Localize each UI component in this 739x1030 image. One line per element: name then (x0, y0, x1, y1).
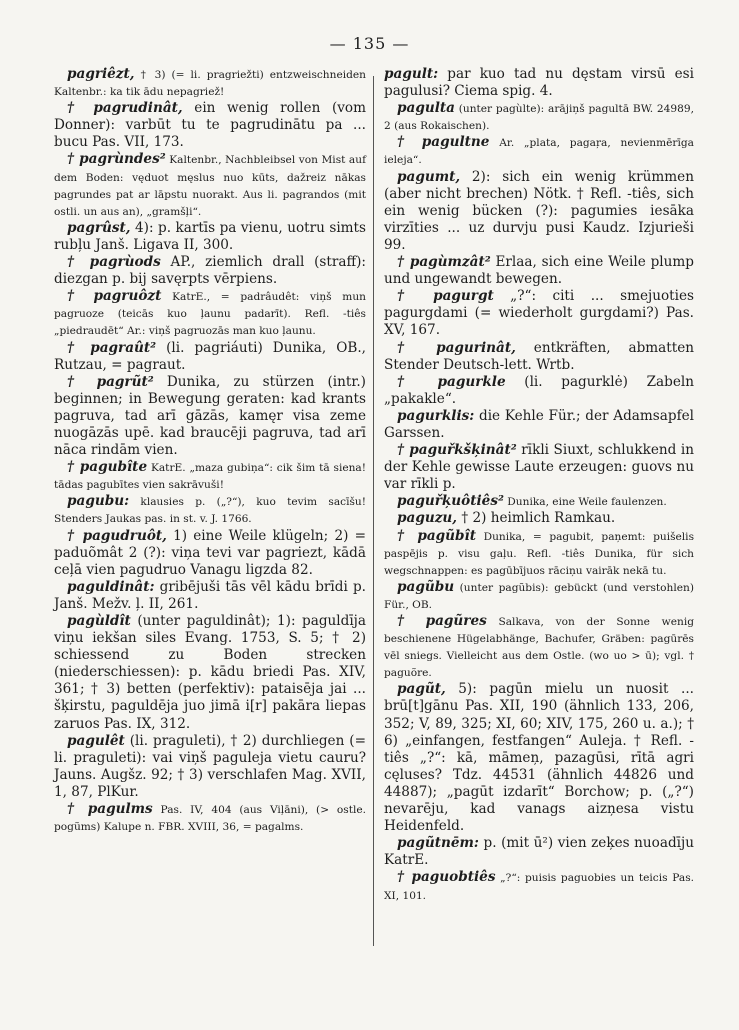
dictionary-entry (54, 613, 366, 733)
dictionary-entry (384, 134, 694, 168)
entry-headword: pagũtnēm: (397, 835, 479, 852)
page-number: — 135 — (329, 34, 410, 53)
entry-definition: p. (mit ū²) vien zeķes nuoadīju KatrE. (384, 835, 694, 869)
dictionary-entry (384, 340, 694, 374)
entry-definition: die Kehle Für.; der Adamsapfel Garssen. (384, 407, 694, 441)
dictionary-entry (54, 220, 366, 254)
entry-headword: † pagubîte (67, 459, 148, 476)
dictionary-entry (384, 835, 694, 869)
dictionary-entry (54, 733, 366, 801)
entry-definition: † 3) (= li. pragriežti) entzweischneiden Kaltenbr.: ka tik ādu nepagriež! (54, 69, 366, 99)
entry-headword: † pagurkle (397, 373, 506, 390)
dictionary-entry (54, 801, 366, 835)
entry-headword: † pagurinât, (397, 339, 516, 356)
entry-definition: (unter pagùlte): arājiņš pagultā BW. 24989, 2 (aus Rokaischen). (384, 103, 694, 133)
dictionary-entry (384, 66, 694, 100)
entry-headword: pagũbu (397, 578, 455, 595)
entry-definition: Salkava, von der Sonne wenig beschienene Hügelabhänge, Bachufer, Gräben: pagūrēs vēl sniegs. Vielleicht aus dem Ostle. (wo uo > ū); vgl. † paguõre. (384, 616, 694, 680)
entry-headword: paguřķuôtiês² (397, 493, 504, 510)
entry-headword: † pagùmzât² (397, 254, 491, 271)
entry-definition: Dunika, = pagubit, paņemt: puišelis paspējis p. visu gaļu. Refl. -tiês Dunika, für sich wegschnappen: es pagūbījuos rāciņu vairāk nekā tu. (384, 530, 695, 577)
entry-definition: (li. praguleti), † 2) durchliegen (= li. praguleti): vai viņš paguleja vietu cauru? Jauns. Augšz. 92; † 3) verschlafen Mag. XVII, 1, 87, PlKur. (54, 732, 366, 800)
entry-headword: pagult: (384, 66, 439, 82)
entry-headword: pagriêzt, (67, 66, 135, 82)
entry-headword: pagùldît (67, 613, 131, 629)
entry-definition: klausies p. („?“), kuo tevim sacīšu! Stenders Jaukas pas. in st. v. J. 1766. (54, 496, 366, 526)
dictionary-entry (54, 459, 366, 493)
entry-definition: „?“: citi ... smejuoties pagurgdami (= wiederholt gurgdami?) Pas. XV, 167. (384, 288, 694, 339)
dictionary-entry (384, 288, 694, 339)
entry-headword: pagulta (397, 100, 455, 117)
entry-definition: (li. pagriáuti) Dunika, OB., Rutzau, = pagraut. (54, 339, 366, 373)
dictionary-entry (54, 288, 366, 339)
entry-headword: † pagraût² (67, 339, 157, 356)
entry-headword: paguldinât: (67, 578, 155, 595)
dictionary-entry (384, 528, 694, 579)
entry-headword: † pagrudinât, (67, 100, 183, 117)
dictionary-entry (384, 613, 694, 681)
dictionary-entry (384, 408, 694, 442)
column-divider (373, 76, 374, 946)
entry-definition: 1) eine Weile klügeln; 2) = paduõmât 2 (?): viņa tevi var pagriezt, kādā ceļā vien pagudruo Vanagu ligzda 82. (54, 527, 366, 578)
entry-headword: † pagruôzt (67, 288, 162, 305)
entry-definition: Dunika, zu stürzen (intr.) beginnen; in Bewegung geraten: kad krants pagruva, tad arī gāzās, kamęr visa zeme nuogāzās upē. kad braucēji pagruva, tad arī nāca rindām vien. (54, 373, 366, 459)
entry-headword: † pagudruôt, (67, 527, 167, 544)
entry-headword: † pagulms (67, 801, 153, 818)
entry-headword: † pagũres (397, 613, 487, 629)
entry-definition: gribējuši tās vēl kādu brīdi p. Janš. Mežv. ļ. II, 261. (54, 578, 366, 612)
entry-headword: pagrûst, (67, 219, 131, 236)
entry-headword: † pagrùndes² (67, 151, 166, 168)
dictionary-entry (384, 169, 694, 254)
dictionary-entry (54, 151, 366, 219)
entry-headword: paguzu, (397, 510, 458, 527)
entry-headword: † pagũbît (397, 527, 476, 544)
entry-definition: „?“: puisis paguobies un teicis Pas. XI, 101. (384, 872, 694, 902)
dictionary-entry (384, 579, 694, 613)
entry-definition: Kaltenbr., Nachbleibsel von Mist auf dem Boden: vęduot męslus nuo kūts, dažreiz nākas pagrundes pat ar lāpstu nuorakt. Aus li. pagrandos (mit ostli. un aus an), „gramšļi“. (54, 154, 366, 218)
dictionary-entry (384, 869, 694, 903)
dictionary-entry (384, 100, 694, 134)
right-column (384, 66, 694, 904)
dictionary-entry (54, 254, 366, 288)
dictionary-entry (384, 442, 694, 493)
entry-headword: † pagrũt² (67, 373, 154, 390)
dictionary-entry (384, 681, 694, 835)
entry-definition: (li. pagurklė) Zabeln „pakakle“. (384, 373, 694, 407)
entry-headword: pagulêt (67, 732, 125, 749)
entry-definition: 2): sich ein wenig krümmen (aber nicht brechen) Nötk. † Refl. -tiês, sich ein wenig bücken (?): pagumies iesāka virzīties ... uz durvju pusi Kaudz. Izjurieši 99. (384, 168, 694, 253)
entry-definition: † 2) heimlich Ramkau. (457, 510, 616, 527)
entry-definition: Ar. „plata, pagaŗa, nevienmērīga ieleja“. (384, 137, 694, 167)
dictionary-entry (54, 493, 366, 527)
entry-headword: † paguřkšķinât² (397, 442, 517, 459)
entry-definition: 5): pagūn mielu un nuosit ... brū[t]gānu Pas. XII, 190 (ähnlich 133, 206, 352; V, 89, 325; XI, 60; XIV, 175, 260 u. a.); † 6) „einfangen, festfangen“ Auleja. † Refl. -tiês „?“: kā, māmeņ, pazagūsi, rītā agri cęluses? Tdz. 44531 (ähnlich 44826 und 44887); „pagūt izdarīt“ Borchow; p. („?“) nevarēju, kad vanags aizņesa vistu Heidenfeld. (384, 681, 694, 835)
entry-definition: Dunika, eine Weile faulenzen. (503, 496, 667, 509)
entry-headword: pagumt, (397, 168, 461, 185)
entry-definition: 4): p. kartīs pa vienu, uotru simts rubļu Janš. Ligava II, 300. (54, 219, 366, 253)
entry-definition: (unter paguldinât); 1): paguldīja viņu iekšan siles Evang. 1753, S. 5; † 2) schiessend zu Boden strecken (niederschiessen): p. kādu briedi Pas. XIV, 361; † 3) betten (perfektiv): pataisēja jai ... šķirstu, paguldēja juo jimā i[r] pakāra liepas zaruos Pas. IX, 312. (54, 613, 366, 732)
entry-headword: pagurklis: (397, 407, 475, 424)
entry-definition: AP., ziemlich drall (straff): diezgan p. bij savęrpts vērpiens. (54, 254, 366, 288)
entry-headword: pagubu: (67, 493, 130, 510)
dictionary-entry (54, 66, 366, 100)
dictionary-entry (384, 510, 694, 527)
dictionary-entry (54, 340, 366, 374)
entry-headword: † pagrùods (67, 254, 161, 271)
dictionary-entry (54, 100, 366, 151)
entry-definition: Pas. IV, 404 (aus Viļāni), (> ostle. pogũms) Kalupe n. FBR. XVIII, 36, = pagalms. (54, 804, 367, 834)
dictionary-entry (54, 528, 366, 579)
entry-definition: Erlaa, sich eine Weile plump und ungewandt bewegen. (384, 254, 694, 288)
left-column (54, 66, 366, 835)
entry-definition: KatrE., = padrâudêt: viņš mun pagruoze (teicās kuo ļaunu padarīt). Refl. -tiês „piedraudēt“ Ar.: viņš pagruozās man kuo ļaunu. (54, 291, 366, 338)
entry-definition: ein wenig rollen (vom Donner): varbūt tu te pagrudinātu pa ... bucu Pas. VII, 173. (54, 100, 366, 151)
dictionary-entry (54, 579, 366, 613)
dictionary-entry (384, 254, 694, 288)
entry-headword: † pagultne (397, 134, 490, 151)
entry-definition: par kuo tad nu dęstam virsū esi pagulusi? Ciema spig. 4. (384, 66, 694, 100)
entry-definition: (unter pagũbis): gebückt (und verstohlen) Für., OB. (384, 581, 694, 611)
dictionary-entry (54, 374, 366, 459)
entry-headword: † pagurgt (397, 288, 494, 305)
entry-definition: rīkli Siuxt, schlukkend in der Kehle gewisse Laute erzeugen: guovs nu var rīkli p. (384, 442, 694, 493)
entry-headword: pagũt, (397, 681, 446, 698)
entry-definition: entkräften, abmatten Stender Deutsch-lett. Wrtb. (384, 339, 694, 373)
entry-headword: † paguobtiês (397, 869, 496, 886)
entry-definition: KatrE. „maza gubiņa“: cik šim tā siena! tādas pagubītes vien sakrāvuši! (54, 462, 367, 492)
dictionary-entry (384, 374, 694, 408)
dictionary-entry (384, 493, 694, 510)
